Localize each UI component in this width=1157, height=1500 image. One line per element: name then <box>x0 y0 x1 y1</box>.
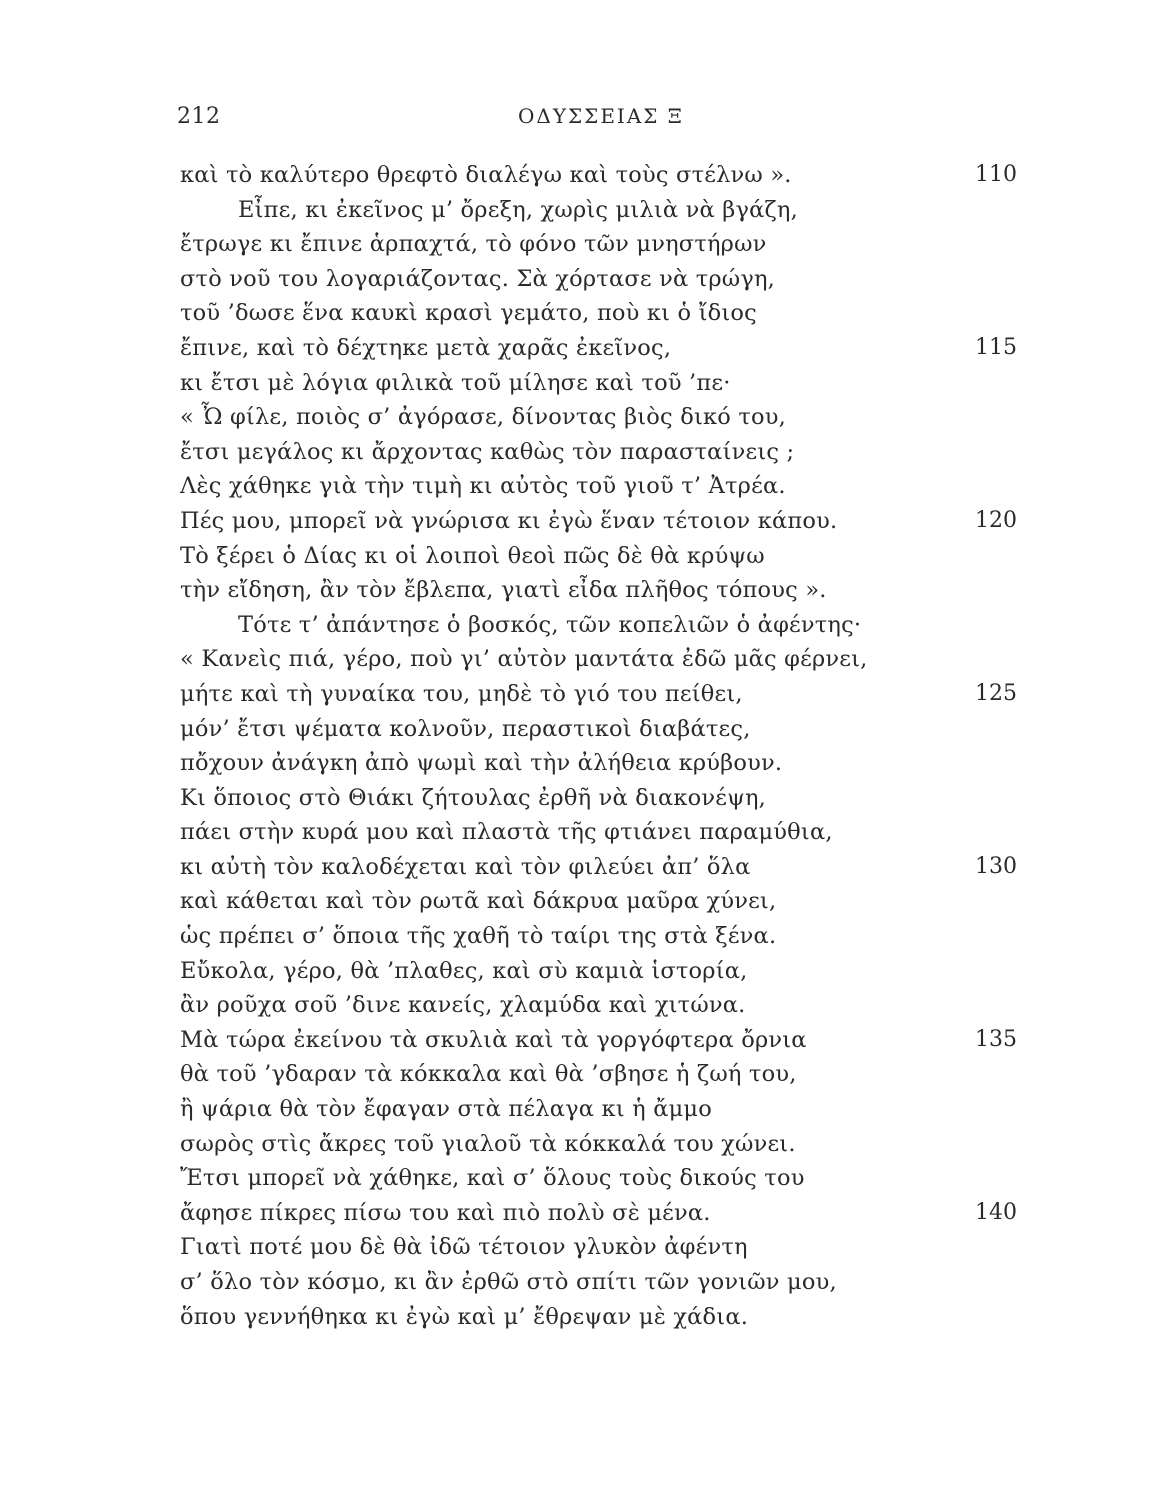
verse-line <box>0 712 1157 747</box>
verse-text: στὸ νοῦ του λογαριάζοντας. Σὰ χόρτασε νὰ τρώγη, <box>180 265 776 292</box>
verse-line <box>0 988 1157 1023</box>
verse-text: Εὔκολα, γέρο, θὰ ’πλαθες, καὶ σὺ καμιὰ ἱστορία, <box>180 957 748 984</box>
verse-line <box>0 400 1157 435</box>
verse-line <box>0 1127 1157 1162</box>
line-number: 120 <box>975 507 1017 533</box>
verse-text: ὅπου γεννήθηκα κι ἐγὼ καὶ μ’ ἔθρεψαν μὲ χάδια. <box>180 1303 749 1330</box>
line-number: 110 <box>975 162 1017 187</box>
verse-line <box>0 469 1157 504</box>
verse-line <box>0 573 1157 608</box>
line-number: 140 <box>975 1199 1017 1225</box>
verse-text: ἔπινε, καὶ τὸ δέχτηκε μετὰ χαρᾶς ἐκεῖνος, <box>180 334 672 361</box>
verse-line <box>0 296 1157 331</box>
page-header <box>0 104 1157 134</box>
verse-text: μήτε καὶ τὴ γυναίκα του, μηδὲ τὸ γιό του πείθει, <box>180 680 743 707</box>
line-number: 135 <box>975 1026 1017 1052</box>
verse-line <box>0 366 1157 401</box>
verse-line <box>0 1023 1157 1058</box>
verse-text: « Κανεὶς πιά, γέρο, ποὺ γι’ αὐτὸν μαντάτα ἐδῶ μᾶς φέρνει, <box>180 646 868 673</box>
verse-text: τὴν εἴδηση, ἂν τὸν ἔβλεπα, γιατὶ εἶδα πλῆθος τόπους ». <box>180 577 827 604</box>
verse-line <box>0 781 1157 816</box>
verse-line <box>0 850 1157 885</box>
verse-line <box>0 227 1157 262</box>
verse-text: ἔτσι μεγάλος κι ἄρχοντας καθὼς τὸν παρασταίνεις ; <box>180 438 795 465</box>
verse-text: Γιατὶ ποτέ μου δὲ θὰ ἰδῶ τέτοιον γλυκὸν ἀφέντη <box>180 1234 748 1261</box>
verse-line <box>0 919 1157 954</box>
verse-text: Μὰ τώρα ἐκείνου τὰ σκυλιὰ καὶ τὰ γοργόφτερα ὄρνια <box>180 1026 807 1053</box>
running-head: ΟΔΥΣΣΕΙΑΣ Ξ <box>518 104 684 128</box>
verse-line <box>0 504 1157 539</box>
verse-line <box>0 193 1157 228</box>
verse-line <box>0 642 1157 677</box>
verse-line <box>0 1092 1157 1127</box>
verse-text: Πές μου, μπορεῖ νὰ γνώρισα κι ἐγὼ ἕναν τέτοιον κάπου. <box>180 507 838 534</box>
verse-line <box>0 608 1157 643</box>
verse-text: σωρὸς στὶς ἄκρες τοῦ γιαλοῦ τὰ κόκκαλά του χώνει. <box>180 1130 796 1157</box>
verse-line <box>0 1161 1157 1196</box>
verse-line <box>0 539 1157 574</box>
verse-line <box>0 1300 1157 1335</box>
verse-text: μόν’ ἔτσι ψέματα κολνοῦν, περαστικοὶ διαβάτες, <box>180 715 751 742</box>
verse-text: Λὲς χάθηκε γιὰ τὴν τιμὴ κι αὐτὸς τοῦ γιοῦ τ’ Ἀτρέα. <box>180 473 786 500</box>
verse-text: Τότε τ’ ἀπάντησε ὁ βοσκός, τῶν κοπελιῶν ὁ ἀφέντης· <box>238 611 862 638</box>
verse-text: πὄχουν ἀνάγκη ἀπὸ ψωμὶ καὶ τὴν ἀλήθεια κρύβουν. <box>180 750 783 777</box>
verse-text: Ἔτσι μπορεῖ νὰ χάθηκε, καὶ σ’ ὅλους τοὺς δικούς του <box>180 1165 805 1192</box>
verse-line <box>0 1230 1157 1265</box>
verse-text: καὶ τὸ καλύτερο θρεφτὸ διαλέγω καὶ τοὺς στέλνω ». <box>180 162 792 188</box>
verse-block <box>0 158 1157 1334</box>
verse-line <box>0 815 1157 850</box>
verse-line <box>0 331 1157 366</box>
line-number: 115 <box>975 334 1017 360</box>
verse-text: ὡς πρέπει σ’ ὅποια τῆς χαθῆ τὸ ταίρι της στὰ ξένα. <box>180 923 777 950</box>
verse-text: Τὸ ξέρει ὁ Δίας κι οἱ λοιποὶ θεοὶ πῶς δὲ θὰ κρύψω <box>180 542 765 569</box>
verse-text: ἂν ροῦχα σοῦ ’δινε κανείς, χλαμύδα καὶ χιτώνα. <box>180 992 746 1019</box>
verse-text: Κι ὅποιος στὸ Θιάκι ζήτουλας ἐρθῆ νὰ διακονέψη, <box>180 784 767 811</box>
verse-text: ἢ ψάρια θὰ τὸν ἔφαγαν στὰ πέλαγα κι ἡ ἄμμο <box>180 1096 712 1123</box>
verse-line <box>0 158 1157 193</box>
verse-line <box>0 954 1157 989</box>
verse-line <box>0 1057 1157 1092</box>
verse-line <box>0 746 1157 781</box>
line-number: 130 <box>975 853 1017 879</box>
verse-line <box>0 1265 1157 1300</box>
verse-line <box>0 1196 1157 1231</box>
verse-text: κι ἔτσι μὲ λόγια φιλικὰ τοῦ μίλησε καὶ τοῦ ’πε· <box>180 369 731 396</box>
verse-text: ἄφησε πίκρες πίσω του καὶ πιὸ πολὺ σὲ μένα. <box>180 1199 711 1226</box>
verse-line <box>0 435 1157 470</box>
verse-text: καὶ κάθεται καὶ τὸν ρωτᾶ καὶ δάκρυα μαῦρα χύνει, <box>180 888 777 915</box>
line-number: 125 <box>975 680 1017 706</box>
verse-text: « Ὦ φίλε, ποιὸς σ’ ἀγόρασε, δίνοντας βιὸς δικό του, <box>180 404 786 431</box>
verse-text: πάει στὴν κυρά μου καὶ πλαστὰ τῆς φτιάνει παραμύθια, <box>180 819 833 846</box>
verse-line <box>0 677 1157 712</box>
page-number: 212 <box>177 104 221 129</box>
verse-text: κι αὐτὴ τὸν καλοδέχεται καὶ τὸν φιλεύει ἀπ’ ὅλα <box>180 853 751 880</box>
verse-text: ἔτρωγε κι ἔπινε ἁρπαχτά, τὸ φόνο τῶν μνηστήρων <box>180 231 767 258</box>
verse-text: σ’ ὅλο τὸν κόσμο, κι ἂν ἐρθῶ στὸ σπίτι τῶν γονιῶν μου, <box>180 1269 837 1295</box>
verse-line <box>0 262 1157 297</box>
verse-text: τοῦ ’δωσε ἕνα καυκὶ κρασὶ γεμάτο, ποὺ κι ὁ ἴδιος <box>180 300 757 327</box>
verse-text: θὰ τοῦ ’γδαραν τὰ κόκκαλα καὶ θὰ ’σβησε ἡ ζωή του, <box>180 1061 797 1088</box>
verse-text: Εἶπε, κι ἐκεῖνος μ’ ὄρεξη, χωρὶς μιλιὰ νὰ βγάζη, <box>238 196 798 223</box>
verse-line <box>0 884 1157 919</box>
